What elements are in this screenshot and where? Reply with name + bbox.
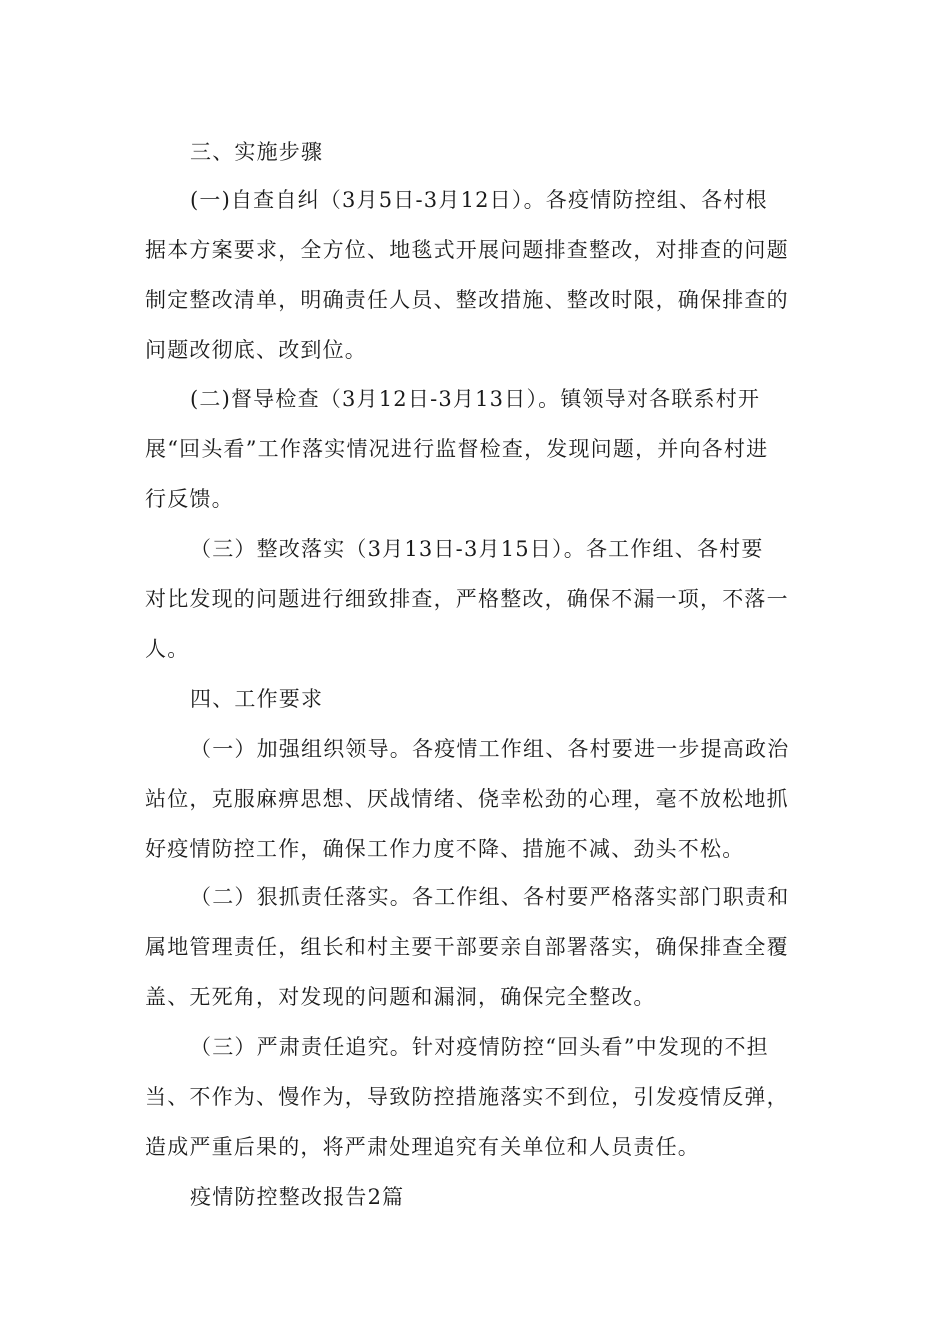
paragraph-3-2-line-1: (二)督导检查（3月12日-3月13日）。镇领导对各联系村开 <box>190 387 761 411</box>
paragraph-4-3-line-2: 当、不作为、慢作为，导致防控措施落实不到位，引发疫情反弹， <box>145 1085 789 1109</box>
paragraph-3-3-line-1: （三）整改落实（3月13日-3月15日）。各工作组、各村要 <box>190 537 764 561</box>
paragraph-4-1-line-1: （一）加强组织领导。各疫情工作组、各村要进一步提高政治 <box>190 737 790 761</box>
paragraph-4-1-line-2: 站位，克服麻痹思想、厌战情绪、侥幸松劲的心理，毫不放松地抓 <box>145 787 789 811</box>
paragraph-4-3-line-3: 造成严重后果的，将严肃处理追究有关单位和人员责任。 <box>145 1135 700 1159</box>
paragraph-3-2-line-2: 展“回头看”工作落实情况进行监督检查，发现问题，并向各村进 <box>145 437 769 461</box>
paragraph-4-2-line-2: 属地管理责任，组长和村主要干部要亲自部署落实，确保排查全覆 <box>145 935 789 959</box>
paragraph-3-1-line-3: 制定整改清单，明确责任人员、整改措施、整改时限，确保排查的 <box>145 288 789 312</box>
next-section-title: 疫情防控整改报告2篇 <box>190 1185 405 1209</box>
paragraph-3-2-line-3: 行反馈。 <box>145 487 234 511</box>
paragraph-3-1-line-4: 问题改彻底、改到位。 <box>145 338 367 362</box>
paragraph-3-1-line-1: (一)自查自纠（3月5日-3月12日）。各疫情防控组、各村根 <box>190 188 768 212</box>
heading-section-4: 四、工作要求 <box>190 687 324 711</box>
heading-section-3: 三、实施步骤 <box>190 140 324 164</box>
paragraph-3-1-line-2: 据本方案要求，全方位、地毯式开展问题排查整改，对排查的问题 <box>145 238 789 262</box>
paragraph-3-3-line-3: 人。 <box>145 637 190 661</box>
paragraph-4-2-line-3: 盖、无死角，对发现的问题和漏洞，确保完全整改。 <box>145 985 656 1009</box>
paragraph-4-2-line-1: （二）狠抓责任落实。各工作组、各村要严格落实部门职责和 <box>190 885 790 909</box>
paragraph-4-3-line-1: （三）严肃责任追究。针对疫情防控“回头看”中发现的不担 <box>190 1035 769 1059</box>
paragraph-4-1-line-3: 好疫情防控工作，确保工作力度不降、措施不减、劲头不松。 <box>145 837 745 861</box>
paragraph-3-3-line-2: 对比发现的问题进行细致排查，严格整改，确保不漏一项，不落一 <box>145 587 789 611</box>
